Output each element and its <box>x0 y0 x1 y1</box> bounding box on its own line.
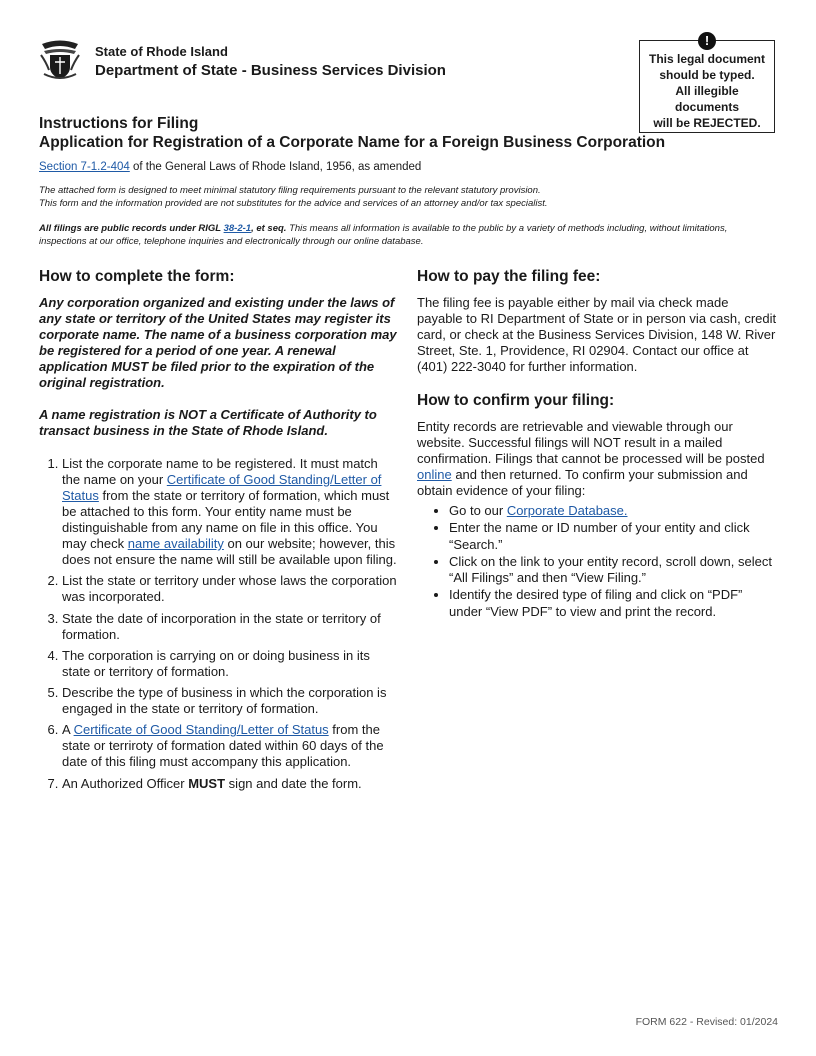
notice-line: should be typed. <box>659 68 755 82</box>
certificate-note: A name registration is NOT a Certificate of Authority to transact business in the State of Rhode Island. <box>39 407 377 438</box>
exclamation-icon: ! <box>698 32 716 50</box>
certificate-link[interactable]: Certificate of Good Standing/Letter of Status <box>62 472 382 503</box>
state-name: State of Rhode Island <box>95 44 228 59</box>
typed-document-notice <box>639 33 775 133</box>
complete-form-section <box>39 268 399 797</box>
section-link[interactable]: Section 7-1.2-404 <box>39 161 130 173</box>
payment-section <box>417 268 777 621</box>
pay-fee-heading: How to pay the filing fee: <box>417 268 601 285</box>
public-records-lead-suffix: , et seq. <box>251 223 287 234</box>
state-seal-logo <box>38 38 82 80</box>
step-item: 1. List the corporate name to be registered. It must match the name on your Certificate of Good Standing/Letter of Status from the state or territory of formation, which must be attached to this form. Your entity name must be distinguishable from any name on file in this office. You may check name availability on our website; however, this does not ensure the name will still be available upon filing. <box>62 456 399 568</box>
law-reference <box>39 161 421 173</box>
disclaimer-line: This form and the information provided are not substitutes for the advice and services of an attorney and/or tax specialist. <box>39 198 548 209</box>
step-item: 2. List the state or territory under whose laws the corporation was incorporated. <box>62 573 399 605</box>
public-records-lead: All filings are public records under RIGL <box>39 223 224 234</box>
step-item: 5. Describe the type of business in which the corporation is engaged in the state or territory of formation. <box>62 685 399 717</box>
complete-form-heading: How to complete the form: <box>39 268 235 285</box>
step-item: 6. A Certificate of Good Standing/Letter of Status from the state or terriroty of formation dated within 60 days of the date of this filing must accompany this application. <box>62 722 399 770</box>
disclaimer <box>39 184 739 210</box>
confirm-filing-text: Entity records are retrievable and viewable through our website. Successful filings will NOT result in a mailed confirmation. Filings that cannot be processed will be posted online and then returned. To confirm your submission and obtain evidence of your filing: <box>417 419 765 498</box>
instructions-title: Instructions for Filing <box>39 115 199 132</box>
step-item: 7. An Authorized Officer MUST sign and date the form. <box>62 776 399 792</box>
bullet-item: • Click on the link to your entity record, scroll down, select “All Filings” and then “View Filing.” <box>449 554 777 587</box>
form-number: FORM 622 - Revised: 01/2024 <box>635 1016 778 1028</box>
step-item: 3. State the date of incorporation in the state or territory of formation. <box>62 611 399 643</box>
application-title: Application for Registration of a Corporate Name for a Foreign Business Corporation <box>39 134 666 151</box>
bullet-item: • Go to our Corporate Database. <box>449 503 777 519</box>
notice-line: All illegible <box>675 84 739 98</box>
public-records-notice <box>39 222 739 248</box>
disclaimer-line: The attached form is designed to meet minimal statutory filing requirements pursuant to the relevant statutory provision. <box>39 185 541 196</box>
corporate-database-link[interactable]: Corporate Database. <box>506 503 628 518</box>
name-availability-link[interactable]: name availability <box>127 536 224 551</box>
certificate-link[interactable]: Certificate of Good Standing/Letter of Status <box>73 722 329 738</box>
complete-form-intro: Any corporation organized and existing under the laws of any state or territory of the United States may register its corporate name. The name of a business corporation may be registered for a period of one year. A renewal application MUST be filed prior to the expiration of the original registration. <box>39 295 397 390</box>
confirm-steps <box>417 503 777 620</box>
bullet-item: • Identify the desired type of filing and click on “PDF” under “View PDF” to view and print the record. <box>449 587 777 620</box>
instruction-steps <box>39 456 399 792</box>
online-link[interactable]: online <box>417 467 452 482</box>
notice-line: will be REJECTED. <box>653 116 761 130</box>
notice-line: documents <box>674 100 739 114</box>
bullet-item: • Enter the name or ID number of your entity and click “Search.” <box>449 520 777 553</box>
department-name: Department of State - Business Services Division <box>95 62 446 79</box>
confirm-filing-heading: How to confirm your filing: <box>417 392 615 409</box>
pay-fee-text: The filing fee is payable either by mail via check made payable to RI Department of State or in person via cash, credit card, or check at the Business Services Division, 148 W. River Street, Ste. 1, Providence, RI 02904. Contact our office at (401) 222-3040 for further information. <box>417 295 777 374</box>
notice-line: This legal document <box>648 52 765 66</box>
step-item: 4. The corporation is carrying on or doing business in its state or territory of formation. <box>62 648 399 680</box>
rigl-link[interactable]: 38-2-1 <box>223 223 252 234</box>
law-reference-text: of the General Laws of Rhode Island, 1956, as amended <box>129 161 422 173</box>
public-records-text: This means all information is available to the public by a variety of methods including, without limitations, inspections at our office, telephone inquiries and electronically through our online database. <box>39 223 728 247</box>
